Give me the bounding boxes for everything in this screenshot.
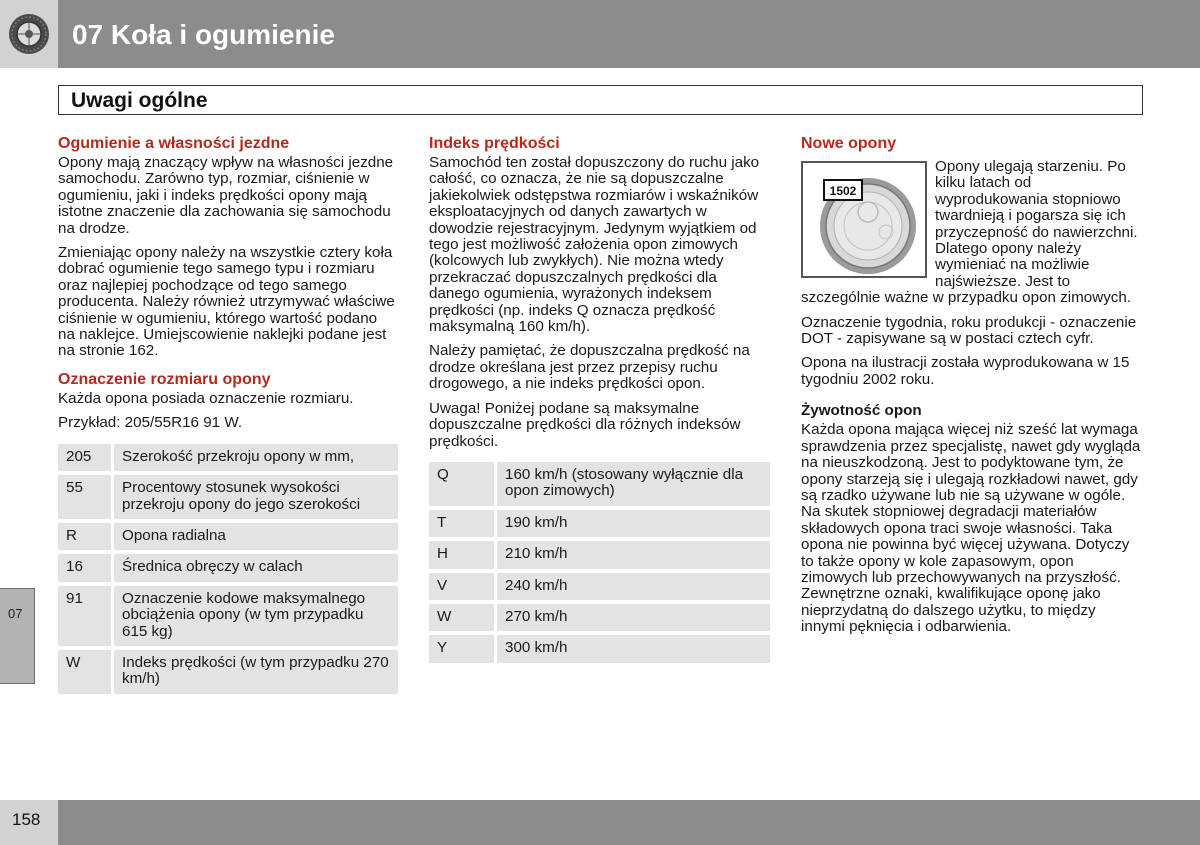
- table-row: V 240 km/h: [429, 573, 770, 600]
- heading-tire-lifetime: Żywotność opon: [801, 402, 922, 420]
- paragraph: Każda opona posiada oznaczenie rozmiaru.: [58, 389, 354, 407]
- section-title: Uwagi ogólne: [71, 89, 208, 112]
- tire-dot-icon: [806, 166, 922, 274]
- section-title-box: [58, 85, 1143, 115]
- paragraph: Przykład: 205/55R16 91 W.: [58, 414, 243, 432]
- column-2: [429, 134, 770, 667]
- dot-code-label: 1502: [829, 183, 857, 198]
- table-row: W 270 km/h: [429, 604, 770, 631]
- paragraph: Samochód ten został dopuszczony do ruchu jako całość, co oznacza, że nie są dopuszczalne jakiekolwiek odstępstwa rozmiarów i wskaźników eksploatacyjnych od danych zawartych w dowodzie rejestracyjnym. Jedynym wyjątkiem od tego jest możliwość założenia opon zimowych (kolcowych lub zwykłych). Nie można wtedy przekraczać dopuszczalnych prędkości dla danego ogumienia, wyrażonych indeksem prędkości (np. indeks Q oznacza prędkość maksymalną 160 km/h).: [429, 154, 760, 336]
- tire-size-table: [58, 440, 398, 698]
- paragraph: Uwaga! Poniżej podane są maksymalne dopuszczalne prędkości dla różnych indeksów prędkości.: [429, 399, 741, 450]
- chapter-side-tab: [0, 588, 35, 684]
- column-3: [801, 134, 1143, 644]
- speed-index-table: [429, 458, 770, 667]
- table-row: 91 Oznaczenie kodowe maksymalnego obciążenia opony (w tym przypadku 615 kg): [58, 586, 398, 646]
- heading-tires-handling: Ogumienie a własności jezdne: [58, 135, 290, 152]
- table-row: Q 160 km/h (stosowany wyłącznie dla opon zimowych): [429, 462, 770, 506]
- tire-dot-illustration: [801, 161, 927, 278]
- page-number: 158: [12, 810, 41, 829]
- chapter-icon-box: [0, 0, 58, 68]
- tire-icon: [7, 12, 51, 56]
- heading-new-tires: Nowe opony: [801, 135, 897, 152]
- paragraph: Każda opona mająca więcej niż sześć lat wymaga sprawdzenia przez specjalistę, nawet gdy wygląda na nieuszkodzoną. Jest to podyktowane tym, że opony starzeją się i ulegają rozkładowi nawet, gdy są rzadko używane lub nie są używane w ogóle. Na skutek stopniowej degradacji materiałów składowych opona traci swoje własności. Taka opona nie powinna być więcej używana. Dotyczy to także opony w kole zapasowym, opon zimowych lub przechowywanych na przyszłość. Zewnętrzne oznaki, kwalifikujące oponę jako nieprzydatną do dalszego użytku, to między innymi pęknięcia i odbarwienia.: [801, 421, 1141, 636]
- table-row: 205 Szerokość przekroju opony w mm,: [58, 444, 398, 471]
- heading-speed-index: Indeks prędkości: [429, 135, 560, 152]
- paragraph: Opona na ilustracji została wyprodukowana w 15 tygodniu 2002 roku.: [801, 354, 1130, 388]
- table-row: T 190 km/h: [429, 510, 770, 537]
- column-1: [58, 134, 398, 698]
- table-row: Y 300 km/h: [429, 635, 770, 662]
- footer-bar: [58, 800, 1200, 845]
- paragraph: Opony mają znaczący wpływ na własności jezdne samochodu. Zarówno typ, rozmiar, ciśnienie w ogumieniu, jaki i indeks prędkości opony mają istotne znaczenie dla zachowania się samochodu na drodze.: [58, 154, 394, 237]
- heading-tire-size: Oznaczenie rozmiaru opony: [58, 370, 271, 388]
- table-row: H 210 km/h: [429, 541, 770, 568]
- chapter-side-tab-label: 07: [8, 606, 23, 621]
- paragraph: Opony ulegają starzeniu. Po kilku latach od wyprodukowania stopniowo twardnieją i pogarsza się ich przyczepność do nawierzchni. Dlatego opony należy wymieniać na możliwie najświeższe. Jest to szczególnie ważne w przypadku opon zimowych.: [801, 158, 1138, 307]
- paragraph: Zmieniając opony należy na wszystkie cztery koła dobrać ogumienie tego samego typu i rozmiaru oraz najlepiej pochodzące od tego samego producenta. Należy również utrzymywać właściwe ciśnienie w ogumieniu, którego wartość podano na naklejce. Umiejscowienie naklejki podane jest na stronie 162.: [58, 244, 395, 360]
- table-row: 55 Procentowy stosunek wysokości przekroju opony do jego szerokości: [58, 475, 398, 519]
- table-row: W Indeks prędkości (w tym przypadku 270 km/h): [58, 650, 398, 694]
- chapter-title: 07 Koła i ogumienie: [72, 19, 335, 50]
- table-row: 16 Średnica obręczy w calach: [58, 554, 398, 581]
- table-row: R Opona radialna: [58, 523, 398, 550]
- paragraph: Należy pamiętać, że dopuszczalna prędkość na drodze określana jest przez przepisy ruchu drogowego, a nie indeks prędkości opon.: [429, 342, 750, 393]
- paragraph: Oznaczenie tygodnia, roku produkcji - oznaczenie DOT - zapisywane są w postaci cztech cyfr.: [801, 313, 1137, 348]
